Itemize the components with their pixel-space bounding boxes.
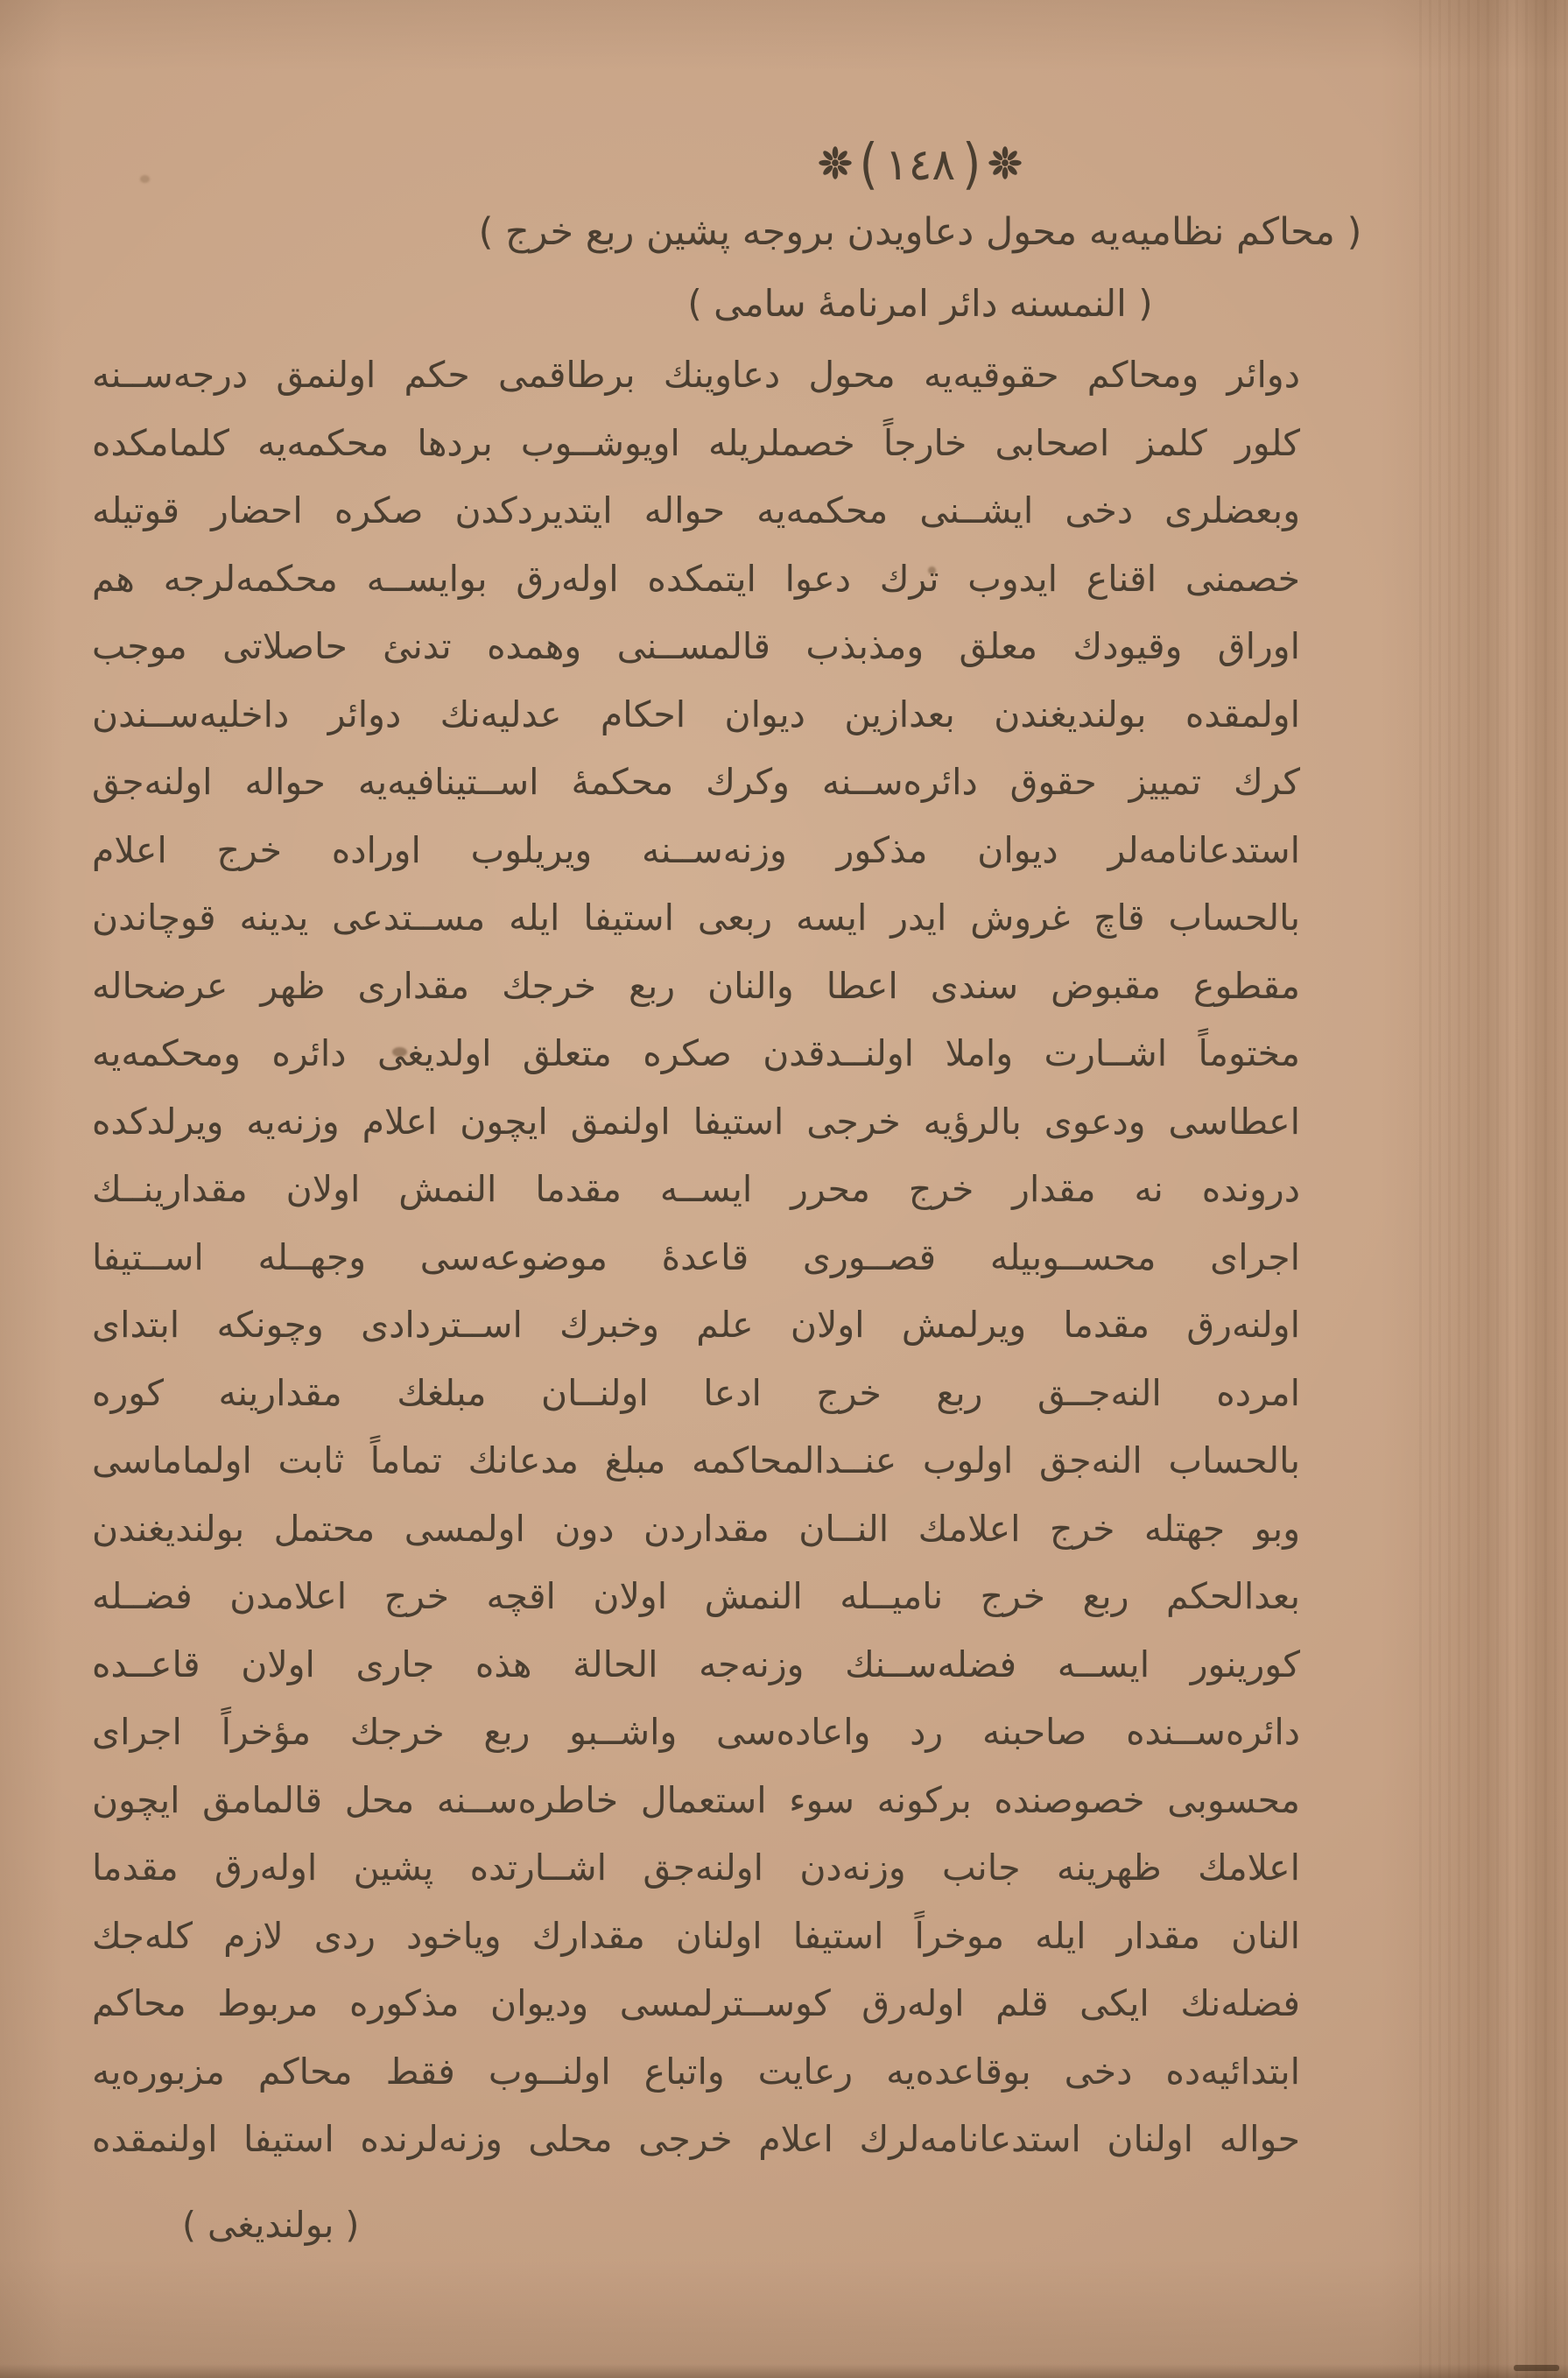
chapter-heading-line1: ( محاكم نظاميه‌يه محول دعاويدن بروجه پشين ربع خرج ): [478, 210, 1362, 254]
body-line: بعدالحكم ربع خرج ناميــله النمش اولان اقچه خرج اعلامدن فضــله: [92, 1575, 1300, 1617]
paper-speck: [392, 1047, 407, 1057]
body-line: وبعضلرى دخى ايشــنى محكمه‌يه حواله ايتديردكدن صكره احضار قوتيله: [92, 489, 1300, 531]
body-line: اجراى محســوبيله قصــورى قاعدهٔ موضوعه‌سى وجهــله اســتيفا: [92, 1235, 1300, 1278]
body-line: كورينور ايســه فضله‌ســنك وزنه‌جه الحالة هذه جارى اولان قاعــده: [92, 1643, 1300, 1685]
body-line: فضله‌نك ايكى قلم اوله‌رق كوســترلمسى وديوان مذكوره مربوط محاكم: [92, 1982, 1300, 2024]
page-number-close-paren: ): [859, 132, 878, 196]
scan-artifact-dash: [1514, 2365, 1559, 2371]
body-line: اعطاسى ودعوى بالرؤيه خرجى استيفا اولنمق ايچون اعلام وزنه‌يه ويرلدكده: [92, 1100, 1300, 1143]
body-line: وبو جهتله خرج اعلامك النــان مقداردن دون اولمسى محتمل بولنديغندن: [92, 1507, 1300, 1550]
body-line: حواله اولنان استدعانامه‌لرك اعلام خرجى محلى وزنه‌لرنده استيفا اولنمقده: [92, 2118, 1300, 2160]
body-line: دوائر ومحاكم حقوقيه‌يه محول دعاوينك برطاقمى حكم اولنمق درجه‌ســنه: [92, 354, 1300, 396]
page-number-row: [272, 123, 1568, 207]
body-line: كلور كلمز اصحابى خارجاً خصملريله اويوشــوب بردها محكمه‌يه كلمامكده: [92, 421, 1300, 464]
body-line: مقطوع مقبوض سندى اعطا والنان ربع خرجك مقدارى ظهر عرضحاله: [92, 964, 1300, 1007]
body-line: النان مقدار ايله موخراً استيفا اولنان مقدارك وياخود ردى لازم كله‌جك: [92, 1914, 1300, 1957]
closing-parenthetical: ( بولنديغى ): [182, 2204, 360, 2246]
body-line: بالحساب قاچ غروش ايدر ايسه ربعى استيفا ايله مســتدعى يدينه قوچاندن: [92, 897, 1300, 939]
page-number: ١٤٨: [884, 139, 956, 190]
body-line: خصمنى اقناع ايدوب ترك دعوا ايتمكده اوله‌رق بوايســه محكمه‌لرجه هم: [92, 557, 1300, 600]
floret-ornament-right: [986, 144, 1024, 186]
body-line: مختوماً اشــارت واملا اولنــدقدن صكره متعلق اولديغى دائره ومحكمه‌يه: [92, 1032, 1300, 1074]
page-bottom-edge-shadow: [0, 2364, 1568, 2378]
body-line: اولنه‌رق مقدما ويرلمش اولان علم وخبرك اســتردادى وچونكه ابتداى: [92, 1304, 1300, 1346]
body-line: اوراق وقيودك معلق ومذبذب قالمســنى وهمده تدنئ حاصلاتى موجب: [92, 625, 1300, 667]
paper-speck: [140, 175, 150, 183]
body-text-block: [92, 341, 1300, 2174]
floret-ornament-left: [816, 144, 854, 186]
chapter-heading-line2: ( النمسنه دائر امرنامهٔ سامى ): [687, 282, 1153, 325]
page-gutter-shading: [1419, 0, 1568, 2378]
body-line: استدعانامه‌لر ديوان مذكور وزنه‌ســنه ويريلوب اوراده خرج اعلام: [92, 828, 1300, 871]
paper-speck: [928, 566, 936, 574]
body-line: اعلامك ظهرينه جانب وزنه‌دن اولنه‌جق اشــارتده پشين اوله‌رق مقدما: [92, 1847, 1300, 1889]
body-line: امرده النه‌جــق ربع خرج ادعا اولنــان مبلغك مقدارينه كوره: [92, 1371, 1300, 1414]
page-number-open-paren: (: [962, 132, 981, 196]
body-line: محسوبى خصوصنده بركونه سوء استعمال خاطره‌ســنه محل قالمامق ايچون: [92, 1778, 1300, 1821]
body-line: بالحساب النه‌جق اولوب عنــدالمحاكمه مبلغ مدعانك تماماً ثابت اولماماسى: [92, 1439, 1300, 1481]
body-line: كرك تمييز حقوق دائره‌ســنه وكرك محكمهٔ اســتينافيه‌يه حواله اولنه‌جق: [92, 761, 1300, 803]
body-line: درونده نه مقدار خرج محرر ايســه مقدما النمش اولان مقدارينــك: [92, 1168, 1300, 1210]
body-line: ابتدائيه‌ده دخى بوقاعده‌يه رعايت واتباع اولنــوب فقط محاكم مزبوره‌يه: [92, 2050, 1300, 2093]
body-line: اولمقده بولنديغندن بعدازين ديوان احكام عدليه‌نك دوائر داخليه‌ســندن: [92, 693, 1300, 735]
body-line: دائره‌ســنده صاحبنه رد واعاده‌سى واشــبو ربع خرجك مؤخراً اجراى: [92, 1711, 1300, 1753]
